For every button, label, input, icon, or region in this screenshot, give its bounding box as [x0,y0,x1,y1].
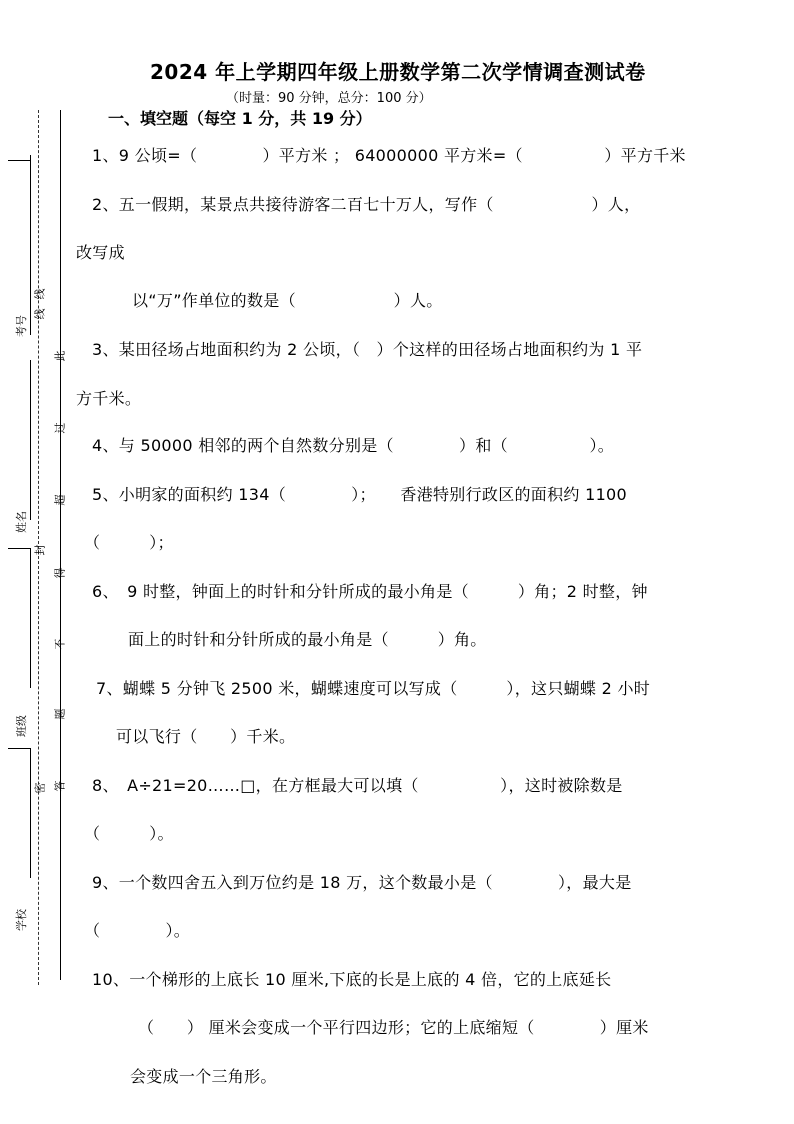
question-2-cont: 以“万”作单位的数是（ ）人。 [132,291,443,310]
question-9: 9、一个数四舍五入到万位约是 18 万，这个数最小是（ ），最大是 [92,873,632,892]
question-5: 5、小明家的面积约 134（ ）； 香港特别行政区的面积约 1100 [92,485,628,504]
question-8-cont: （ ）。 [84,824,174,843]
field-line [8,748,30,749]
seal-char: 超 [53,494,67,506]
exam-info: （时量：90 分钟，总分：100 分） [226,91,432,106]
question-6: 6、 9 时整，钟面上的时针和分针所成的最小角是（ ）角；2 时整，钟 [92,582,648,601]
seal-char: 此 [53,350,67,362]
question-7-cont: 可以飞行（ ）千米。 [116,727,296,746]
question-10: 10、一个梯形的上底长 10 厘米,下底的长是上底的 4 倍，它的上底延长 [92,970,612,989]
field-line [8,160,30,161]
seal-char: 不 [53,638,67,650]
question-9-cont: （ ）。 [84,921,191,940]
page-title: 2024 年上学期四年级上册数学第二次学情调查测试卷 [150,60,646,84]
field-line [30,548,31,688]
field-line [8,548,30,549]
exam-number-label: 考号 [15,315,28,337]
seal-char: 密 [33,782,47,794]
class-label: 班级 [15,715,28,737]
seal-char: 题 [53,708,67,720]
question-2: 2、五一假期，某景点共接待游客二百七十万人，写作（ ）人， [92,195,641,214]
question-7: 7、蝴蝶 5 分钟飞 2500 米，蝴蝶速度可以写成（ ），这只蝴蝶 2 小时 [96,679,651,698]
seal-char: 线 [33,288,47,300]
question-3: 3、某田径场占地面积约为 2 公顷，（ ）个这样的田径场占地面积约为 1 平 [92,340,643,359]
question-8: 8、 A÷21=20……□，在方框最大可以填（ ），这时被除数是 [92,776,623,795]
name-label: 姓名 [15,511,28,533]
question-4: 4、与 50000 相邻的两个自然数分别是（ ）和（ ）。 [92,436,615,455]
seal-char: 封 [33,544,47,556]
question-10-cont: 会变成一个三角形。 [130,1067,277,1086]
field-line [30,360,31,520]
solid-margin-line [60,110,61,980]
question-6-cont: 面上的时针和分针所成的最小角是（ ）角。 [128,630,487,649]
question-5-cont: （ ）； [84,533,174,552]
question-3-cont: 方千米。 [76,389,142,408]
seal-char: 过 [53,422,67,434]
question-10-cont: （ ） 厘米会变成一个平行四边形；它的上底缩短（ ）厘米 [138,1018,649,1037]
question-1: 1、9 公顷=（ ）平方米 ； 64000000 平方米=（ ）平方千米 [92,146,686,165]
school-label: 学校 [15,909,28,931]
seal-char: 线 [33,308,47,320]
section-heading: 一、填空题（每空 1 分，共 19 分） [108,109,372,128]
field-line [30,748,31,878]
seal-char: 得 [53,567,67,579]
seal-char: 答 [53,780,67,792]
question-2-cont: 改写成 [76,243,125,262]
